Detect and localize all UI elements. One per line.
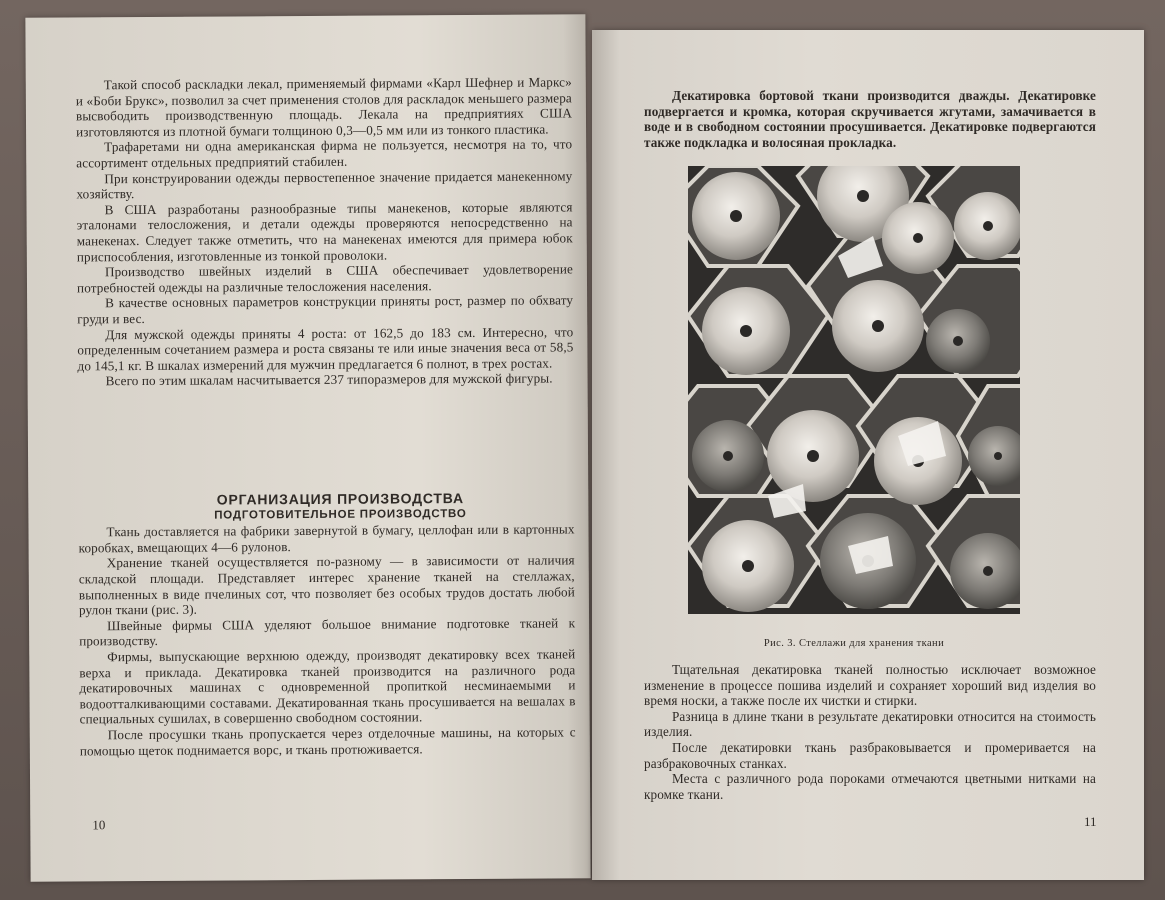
- paragraph: После декатировки ткань разбраковывается и промеривается на разбраковочных станках.: [644, 739, 1096, 771]
- figure-caption: Рис. 3. Стеллажи для хранения ткани: [763, 638, 945, 649]
- paragraph: Такой способ раскладки лекал, применяемый фирмами «Карл Шефнер и Маркс» и «Боби Брукс», позволил за счет применения столов для раскладок меньшего размера высвободить производственную площадь. Лекала на предприятиях США изготовляются из плотной бумаги толщиною 0,3—0,5 мм или из тонкого пластика.: [75, 74, 573, 140]
- paragraph: Декатировка бортовой ткани производится дважды. Декатировке подвергается и кромка, которая скручивается жгутами, замачивается в воде и в свободном состоянии просушивается. Декатировке подвергаются также подкладка и волосяная прокладка.: [644, 88, 1096, 150]
- paragraph: После просушки ткань пропускается через отделочные машины, на которых с помощью щеток поднимается ворс, и ткань протюживается.: [79, 724, 576, 758]
- left-intro-text: [76, 74, 574, 389]
- paragraph: В качестве основных параметров конструкции приняты рост, размер по обхвату груди и вес.: [77, 292, 574, 327]
- paragraph: Места с различного рода пороками отмечаются цветными нитками на кромке ткани.: [644, 771, 1096, 802]
- paragraph: Всего по этим шкалам насчитывается 237 типоразмеров для мужской фигуры.: [105, 370, 553, 389]
- right-top-text: [644, 88, 1096, 150]
- paragraph: Фирмы, выпускающие верхнюю одежду, производят декатировку всех тканей верха и приклада. Декатировка тканей производится на различного рода декатировочных машинах с одновременной пропиткой несминаемыми и водоотталкивающими составами. Декатированная ткань просушивается на вешалах в специальных сушилах, в совершенно свободном состоянии.: [79, 646, 576, 727]
- paragraph: В США разработаны разнообразные типы манекенов, которые являются эталонами телосложения, и детали одежды проверяются непосредственно на манекенах. Следует также отметить, что на манекенах имеются для примера юбок приспособления, изготовленные из тонкой проволоки.: [76, 199, 573, 264]
- paragraph: Производство швейных изделий в США обеспечивает удовлетворение потребностей одежды на различные телосложения населения.: [76, 261, 573, 296]
- left-page: [25, 14, 590, 881]
- paragraph: Разница в длине ткани в результате декатировки относится на стоимость изделия.: [644, 708, 1096, 740]
- paragraph: Ткань доставляется на фабрики завернутой в бумагу, целлофан или в картонных коробках, вмещающих 4—6 рулонов.: [78, 521, 575, 556]
- left-section-text: [78, 490, 576, 758]
- right-bottom-text: [644, 662, 1096, 802]
- paragraph: Трафаретами ни одна американская фирма не пользуется, несмотря на то, что ассортимент отдельных предприятий стабилен.: [76, 136, 573, 171]
- paragraph: При конструировании одежды первостепенное значение придается манекенному хозяйству.: [76, 167, 573, 202]
- fabric-storage-photo: [688, 166, 1020, 614]
- honeycomb-shelves-image: [688, 166, 1020, 614]
- section-heading: ОРГАНИЗАЦИЯ ПРОИЗВОДСТВА: [216, 490, 464, 508]
- paragraph: Тщательная декатировка тканей полностью исключает возможное изменение в процессе пошива изделий и сохраняет хороший вид изделия во время носки, а также после их чистки и стирки.: [644, 662, 1096, 709]
- paragraph: Для мужской одежды приняты 4 роста: от 162,5 до 183 см. Интересно, что определенным сочетанием размера и роста связаны те или иные значения веса от 58,5 до 145,1 кг. В шкалах измерений для мужчин предлагается 6 полнот, в трех ростах.: [77, 323, 574, 374]
- paragraph: Хранение тканей осуществляется по-разному — в зависимости от наличия складской площади. Представляет интерес хранение тканей на стеллажах, выполненных в виде пчелиных сот, что позволяет без особых трудов достать любой рулон ткани (рис. 3).: [78, 552, 575, 618]
- paragraph: Швейные фирмы США уделяют большое внимание подготовке тканей к производству.: [79, 615, 576, 649]
- section-subheading: ПОДГОТОВИТЕЛЬНОЕ ПРОИЗВОДСТВО: [214, 507, 467, 522]
- page-number: 10: [92, 817, 106, 833]
- right-page: [592, 30, 1144, 880]
- page-number: 11: [1084, 814, 1097, 829]
